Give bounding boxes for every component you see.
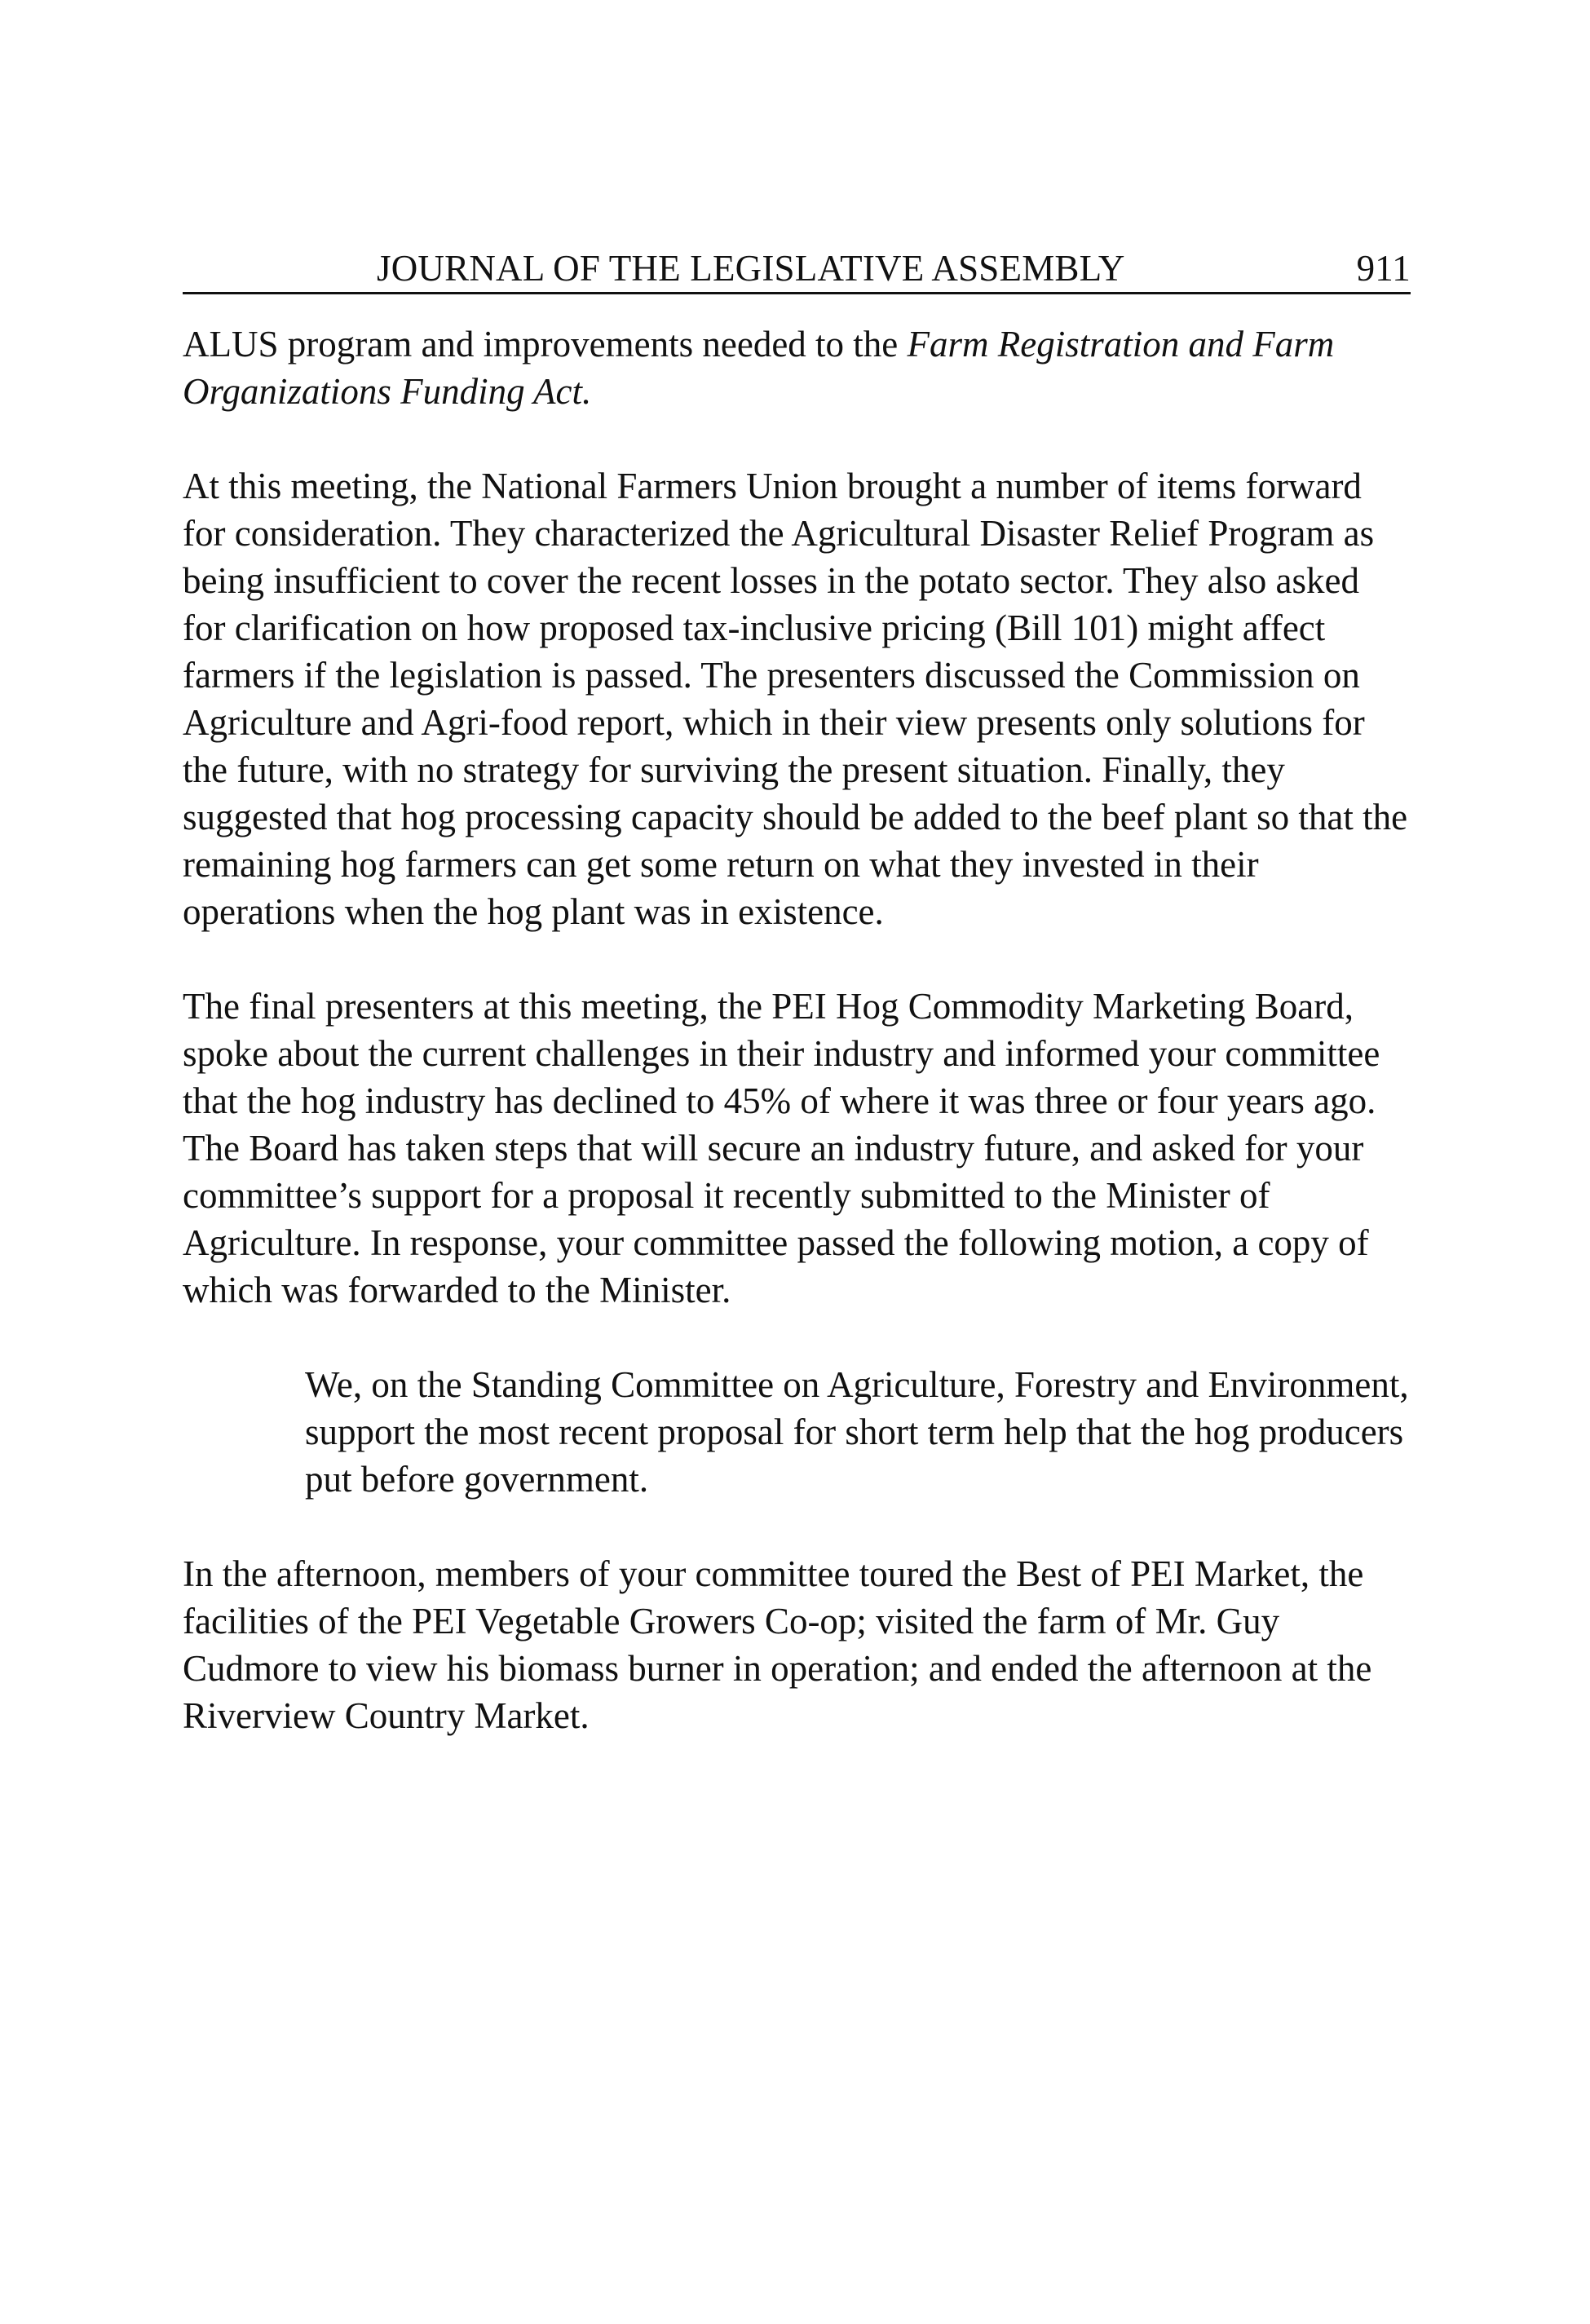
running-header <box>183 245 1411 294</box>
journal-page <box>183 245 1411 1739</box>
page-number: 911 <box>1356 248 1411 289</box>
paragraph-national-farmers-union: At this meeting, the National Farmers Union brought a number of items forward for consideration. They characterized the Agricultural Disaster Relief Program as being insufficient to cover the recent losses in the potato sector. They also asked for clarification on how proposed tax-inclusive pricing (Bill 101) might affect farmers if the legislation is passed. The presenters discussed the Commission on Agriculture and Agri-food report, which in their view presents only solutions for the future, with no strategy for surviving the present situation. Finally, they suggested that hog processing capacity should be added to the beef plant so that the remaining hog farmers can get some return on what they invested in their operations when the hog plant was in existence. <box>183 466 1408 932</box>
journal-title: JOURNAL OF THE LEGISLATIVE ASSEMBLY <box>377 248 1125 289</box>
paragraph-alus-lead: ALUS program and improvements needed to the <box>183 324 908 365</box>
paragraph-afternoon-tour: In the afternoon, members of your committee toured the Best of PEI Market, the facilities of the PEI Vegetable Growers Co-op; visited the farm of Mr. Guy Cudmore to view his biomass burner in operation; and ended the afternoon at the Riverview Country Market. <box>183 1553 1372 1736</box>
paragraph-alus-program <box>183 320 1411 415</box>
committee-motion: We, on the Standing Committee on Agriculture, Forestry and Environment, support the most recent proposal for short term help that the hog producers put before government. <box>305 1364 1409 1500</box>
act-title: Farm Registration and Farm Organizations Funding Act. <box>183 324 1335 412</box>
paragraph-hog-marketing-board: The final presenters at this meeting, the PEI Hog Commodity Marketing Board, spoke about the current challenges in their industry and informed your committee that the hog industry has declined to 45% of where it was three or four years ago. The Board has taken steps that will secure an industry future, and asked for your committee’s support for a proposal it recently submitted to the Minister of Agriculture. In response, your committee passed the following motion, a copy of which was forwarded to the Minister. <box>183 986 1380 1310</box>
